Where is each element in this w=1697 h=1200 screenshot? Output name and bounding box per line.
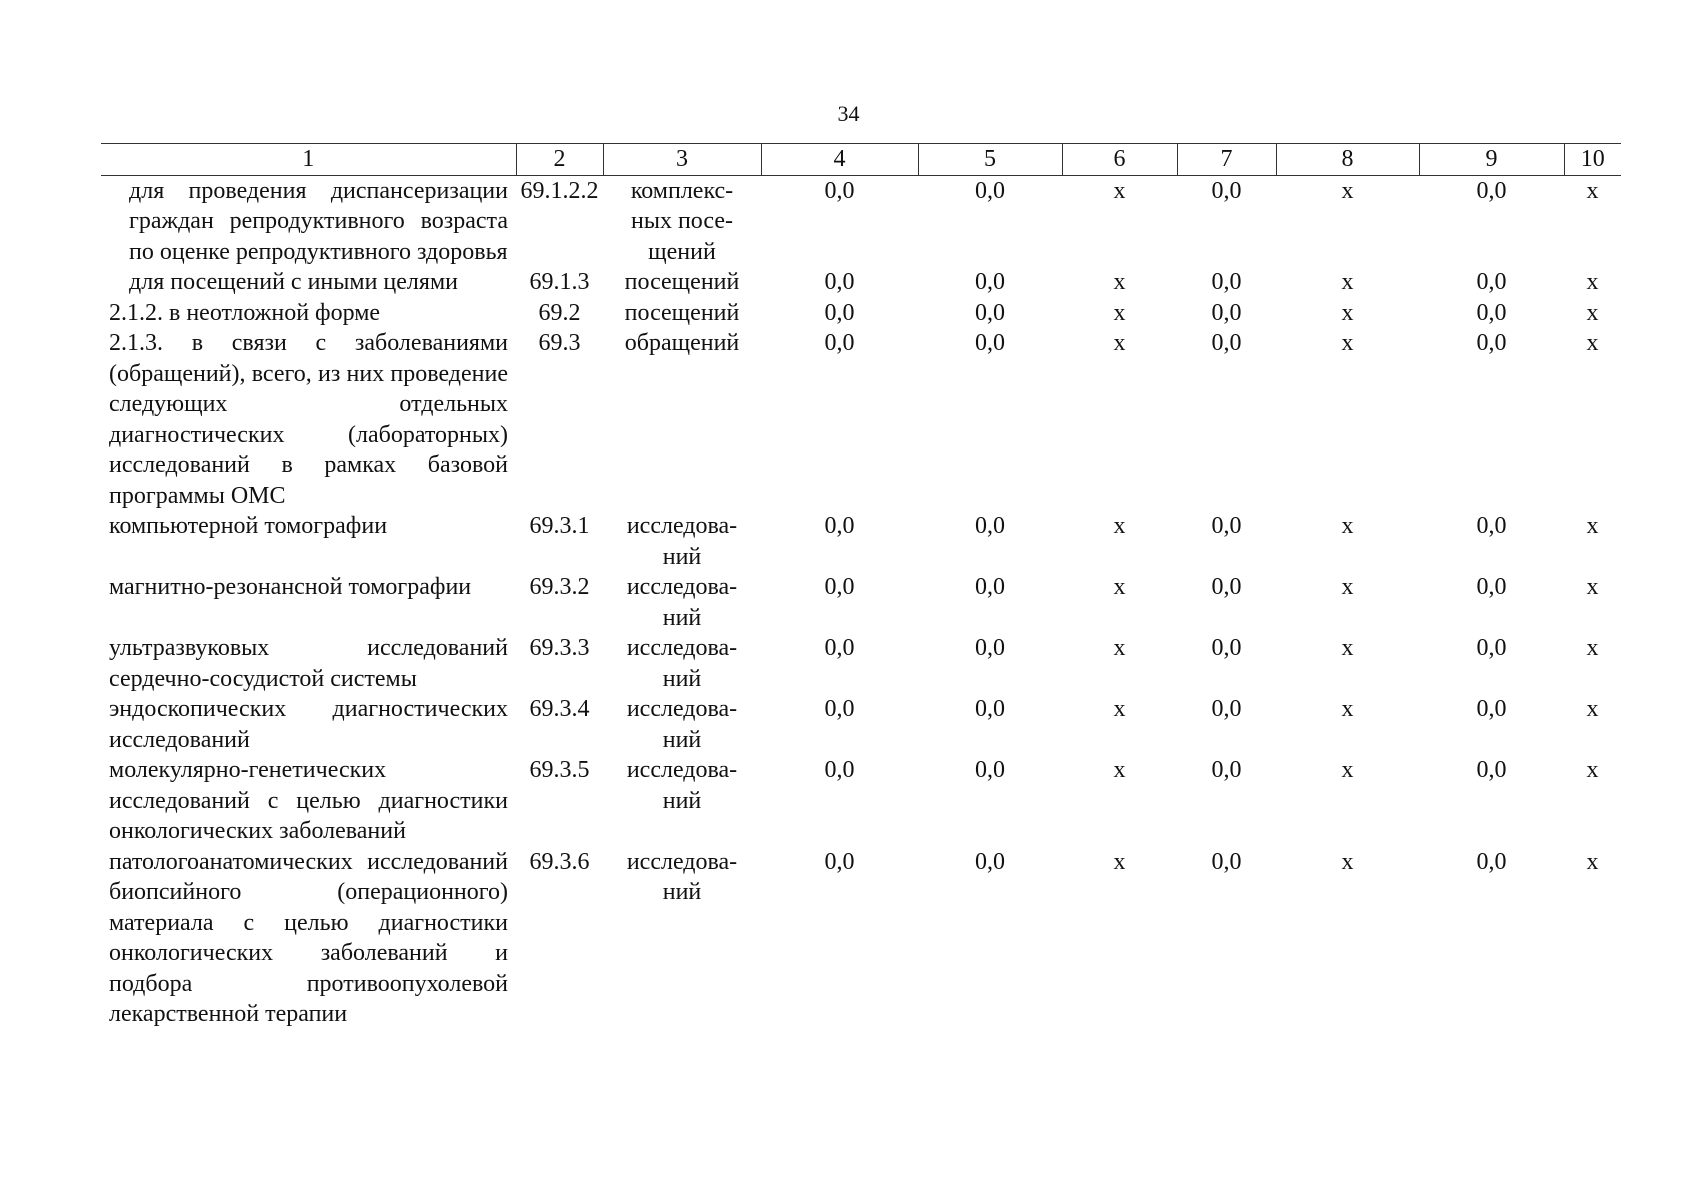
row-value-col8: х	[1341, 330, 1354, 356]
row-value-col8: х	[1341, 177, 1354, 204]
row-value-col5: 0,0	[975, 513, 1005, 539]
table-row	[101, 755, 1621, 847]
row-description: для посещений с иными целями	[129, 269, 458, 295]
row-value-col5: 0,0	[975, 177, 1005, 204]
row-unit: исследований	[626, 574, 738, 631]
row-description: для проведения диспансеризации граждан репродуктивного возраста по оценке репродуктивного здоровья	[129, 177, 508, 265]
table-row	[101, 328, 1621, 511]
column-header-2: 2	[516, 144, 603, 176]
row-value-col9: 0,0	[1476, 757, 1507, 783]
row-value-col4: 0,0	[824, 299, 855, 326]
row-value-col9: 0,0	[1476, 513, 1507, 539]
row-value-col7: 0,0	[1211, 299, 1242, 326]
row-description: компьютерной томографии	[109, 513, 388, 539]
row-code: 69.1.3	[529, 269, 590, 295]
column-header-3: 3	[603, 144, 761, 176]
data-table	[101, 143, 1621, 1030]
row-value-col5: 0,0	[975, 574, 1005, 600]
row-value-col9: 0,0	[1476, 269, 1507, 295]
table-row	[101, 847, 1621, 1030]
row-value-col6: х	[1113, 635, 1126, 661]
row-value-col9: 0,0	[1476, 574, 1507, 600]
table-body	[101, 175, 1621, 1030]
row-code: 69.3.3	[529, 635, 590, 661]
row-value-col6: х	[1113, 269, 1126, 295]
row-value-col7: 0,0	[1211, 330, 1242, 356]
row-value-col7: 0,0	[1211, 696, 1242, 722]
row-value-col4: 0,0	[824, 574, 855, 600]
row-value-col5: 0,0	[975, 757, 1005, 783]
row-value-col8: х	[1341, 757, 1354, 783]
table-row	[101, 694, 1621, 755]
row-value-col7: 0,0	[1211, 177, 1242, 204]
row-code: 69.3.1	[529, 513, 590, 539]
row-value-col5: 0,0	[975, 269, 1005, 295]
table-row	[101, 633, 1621, 694]
row-value-col8: х	[1341, 848, 1354, 875]
row-unit: исследований	[626, 848, 738, 905]
column-header-5: 5	[918, 144, 1062, 176]
row-value-col6: х	[1113, 330, 1126, 356]
row-value-col10: х	[1586, 848, 1599, 875]
row-value-col7: 0,0	[1211, 513, 1242, 539]
row-value-col4: 0,0	[824, 757, 855, 783]
row-value-col8: х	[1341, 513, 1354, 539]
row-description: магнитно-резонансной томографии	[109, 574, 472, 600]
table-row	[101, 572, 1621, 633]
row-unit: исследований	[626, 696, 738, 753]
row-value-col9: 0,0	[1476, 635, 1507, 661]
row-unit: исследований	[626, 757, 738, 814]
row-value-col6: х	[1113, 848, 1126, 875]
row-code: 69.3.2	[529, 574, 590, 600]
row-value-col8: х	[1341, 269, 1354, 295]
table-row	[101, 175, 1621, 267]
row-code: 69.1.2.2	[520, 177, 599, 204]
row-value-col10: х	[1586, 299, 1599, 326]
table-row	[101, 267, 1621, 298]
row-value-col4: 0,0	[824, 177, 855, 204]
row-value-col6: х	[1113, 696, 1126, 722]
row-value-col4: 0,0	[824, 635, 855, 661]
row-unit: комплексных посещений	[630, 177, 734, 265]
row-value-col10: х	[1586, 757, 1599, 783]
row-code: 69.3.5	[529, 757, 590, 783]
row-value-col10: х	[1586, 177, 1599, 204]
row-value-col5: 0,0	[975, 635, 1005, 661]
column-header-7: 7	[1177, 144, 1276, 176]
row-value-col6: х	[1113, 757, 1126, 783]
row-unit: обращений	[624, 330, 740, 356]
row-value-col10: х	[1586, 330, 1599, 356]
row-value-col4: 0,0	[824, 330, 855, 356]
row-code: 69.3	[538, 330, 581, 356]
row-value-col6: х	[1113, 177, 1126, 204]
row-value-col5: 0,0	[975, 299, 1005, 326]
column-header-9: 9	[1419, 144, 1564, 176]
row-value-col9: 0,0	[1476, 696, 1507, 722]
row-value-col8: х	[1341, 696, 1354, 722]
row-value-col4: 0,0	[824, 696, 855, 722]
row-code: 69.3.4	[529, 696, 590, 722]
row-value-col4: 0,0	[824, 269, 855, 295]
row-value-col8: х	[1341, 635, 1354, 661]
row-value-col7: 0,0	[1211, 848, 1242, 875]
row-description: молекулярно-генетических исследований с целью диагностики онкологических заболеваний	[109, 757, 508, 844]
row-description: 2.1.3. в связи с заболеваниями (обращений), всего, из них проведение следующих отдельных диагностических (лабораторных) исследований в рамках базовой программы ОМС	[109, 330, 508, 509]
row-value-col10: х	[1586, 696, 1599, 722]
row-value-col6: х	[1113, 513, 1126, 539]
row-description: 2.1.2. в неотложной форме	[109, 299, 381, 326]
row-value-col4: 0,0	[824, 848, 855, 875]
row-value-col10: х	[1586, 635, 1599, 661]
row-value-col9: 0,0	[1476, 848, 1507, 875]
row-value-col6: х	[1113, 574, 1126, 600]
column-header-1: 1	[101, 144, 516, 176]
row-unit: исследований	[626, 635, 738, 692]
row-description: патологоанатомических исследований биопсийного (операционного) материала с целью диагностики онкологических заболеваний и подбора противоопухолевой лекарственной терапии	[109, 848, 508, 1027]
row-value-col5: 0,0	[975, 848, 1005, 875]
row-value-col9: 0,0	[1476, 177, 1507, 204]
page-number: 34	[837, 101, 860, 126]
column-header-4: 4	[761, 144, 918, 176]
row-description: эндоскопических диагностических исследований	[109, 696, 508, 753]
row-value-col9: 0,0	[1476, 299, 1507, 326]
row-code: 69.3.6	[529, 848, 590, 875]
row-value-col7: 0,0	[1211, 757, 1242, 783]
row-unit: посещений	[624, 299, 740, 326]
row-value-col10: х	[1586, 574, 1599, 600]
row-value-col6: х	[1113, 299, 1126, 326]
row-value-col7: 0,0	[1211, 635, 1242, 661]
row-code: 69.2	[538, 299, 581, 326]
row-value-col9: 0,0	[1476, 330, 1507, 356]
row-value-col4: 0,0	[824, 513, 855, 539]
column-header-10: 10	[1564, 144, 1621, 176]
row-value-col7: 0,0	[1211, 269, 1242, 295]
row-value-col5: 0,0	[975, 330, 1005, 356]
row-value-col10: х	[1586, 513, 1599, 539]
row-value-col8: х	[1341, 574, 1354, 600]
table-row	[101, 511, 1621, 572]
column-header-8: 8	[1276, 144, 1419, 176]
row-unit: посещений	[624, 269, 740, 295]
row-value-col10: х	[1586, 269, 1599, 295]
row-description: ультразвуковых исследований сердечно-сосудистой системы	[109, 635, 508, 692]
table-row	[101, 298, 1621, 329]
header-row	[101, 144, 1621, 176]
row-value-col8: х	[1341, 299, 1354, 326]
row-value-col7: 0,0	[1211, 574, 1242, 600]
column-header-6: 6	[1062, 144, 1177, 176]
row-unit: исследований	[626, 513, 738, 570]
row-value-col5: 0,0	[975, 696, 1005, 722]
